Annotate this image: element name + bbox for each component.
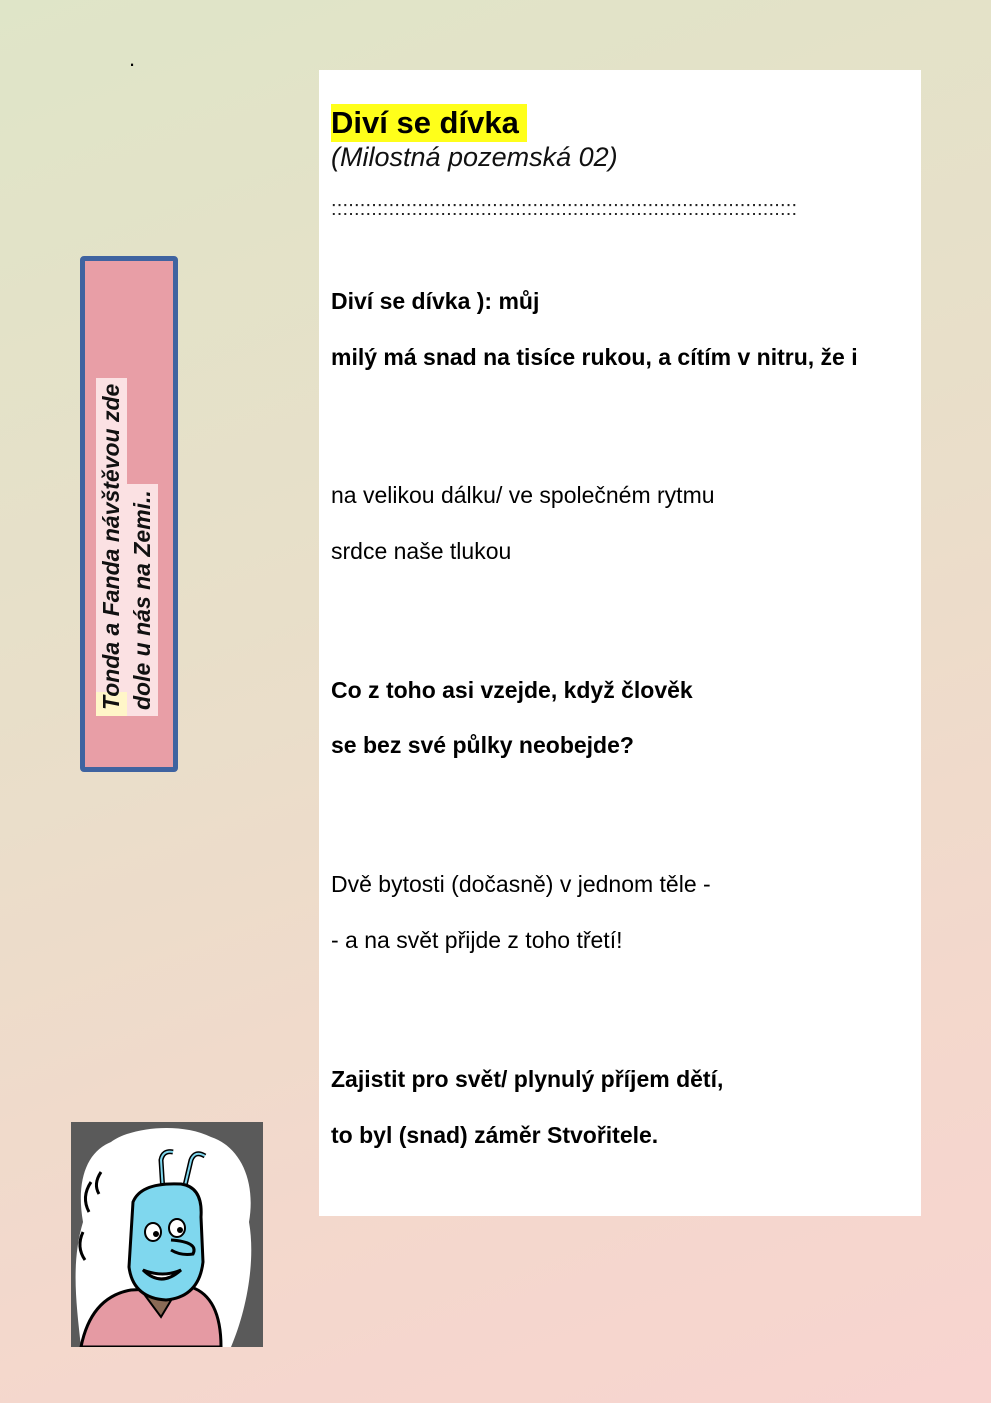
poem-line: Dvě bytosti (dočasně) v jednom těle - — [331, 871, 711, 897]
poem-line: Zajistit pro svět/ plynulý příjem dětí, — [331, 1066, 724, 1092]
banner-line-1: Tonda a Fanda návštěvou zde — [96, 378, 127, 716]
poem-line: to byl (snad) záměr Stvořitele. — [331, 1122, 659, 1148]
poem-line: na velikou dálku/ ve společném rytmu — [331, 482, 715, 508]
banner-caption — [96, 378, 158, 716]
poem-line: Co z toho asi vzejde, když člověk — [331, 677, 693, 703]
stray-dot: . — [129, 46, 136, 71]
poem-sheet — [319, 70, 921, 1216]
poem-line: srdce naše tlukou — [331, 538, 512, 564]
poem-line: milý má snad na tisíce rukou, a cítím v nitru, že i — [331, 344, 858, 370]
separator-line: ::::::::::::::::::::::::::::::::::::::::::::::::::::::::::::::::::::::::::::::::: — [331, 198, 798, 220]
poem-line: Diví se dívka ): můj — [331, 288, 540, 314]
poem-line: se bez své půlky neobejde? — [331, 732, 634, 758]
banner-line-2: dole u nás na Zemi.. — [127, 484, 158, 716]
cartoon-alien-illustration — [71, 1122, 263, 1347]
poem-subtitle: (Milostná pozemská 02) — [331, 142, 618, 172]
poem-title: Diví se dívka — [331, 104, 527, 142]
poem-line: - a na svět přijde z toho třetí! — [331, 927, 623, 953]
